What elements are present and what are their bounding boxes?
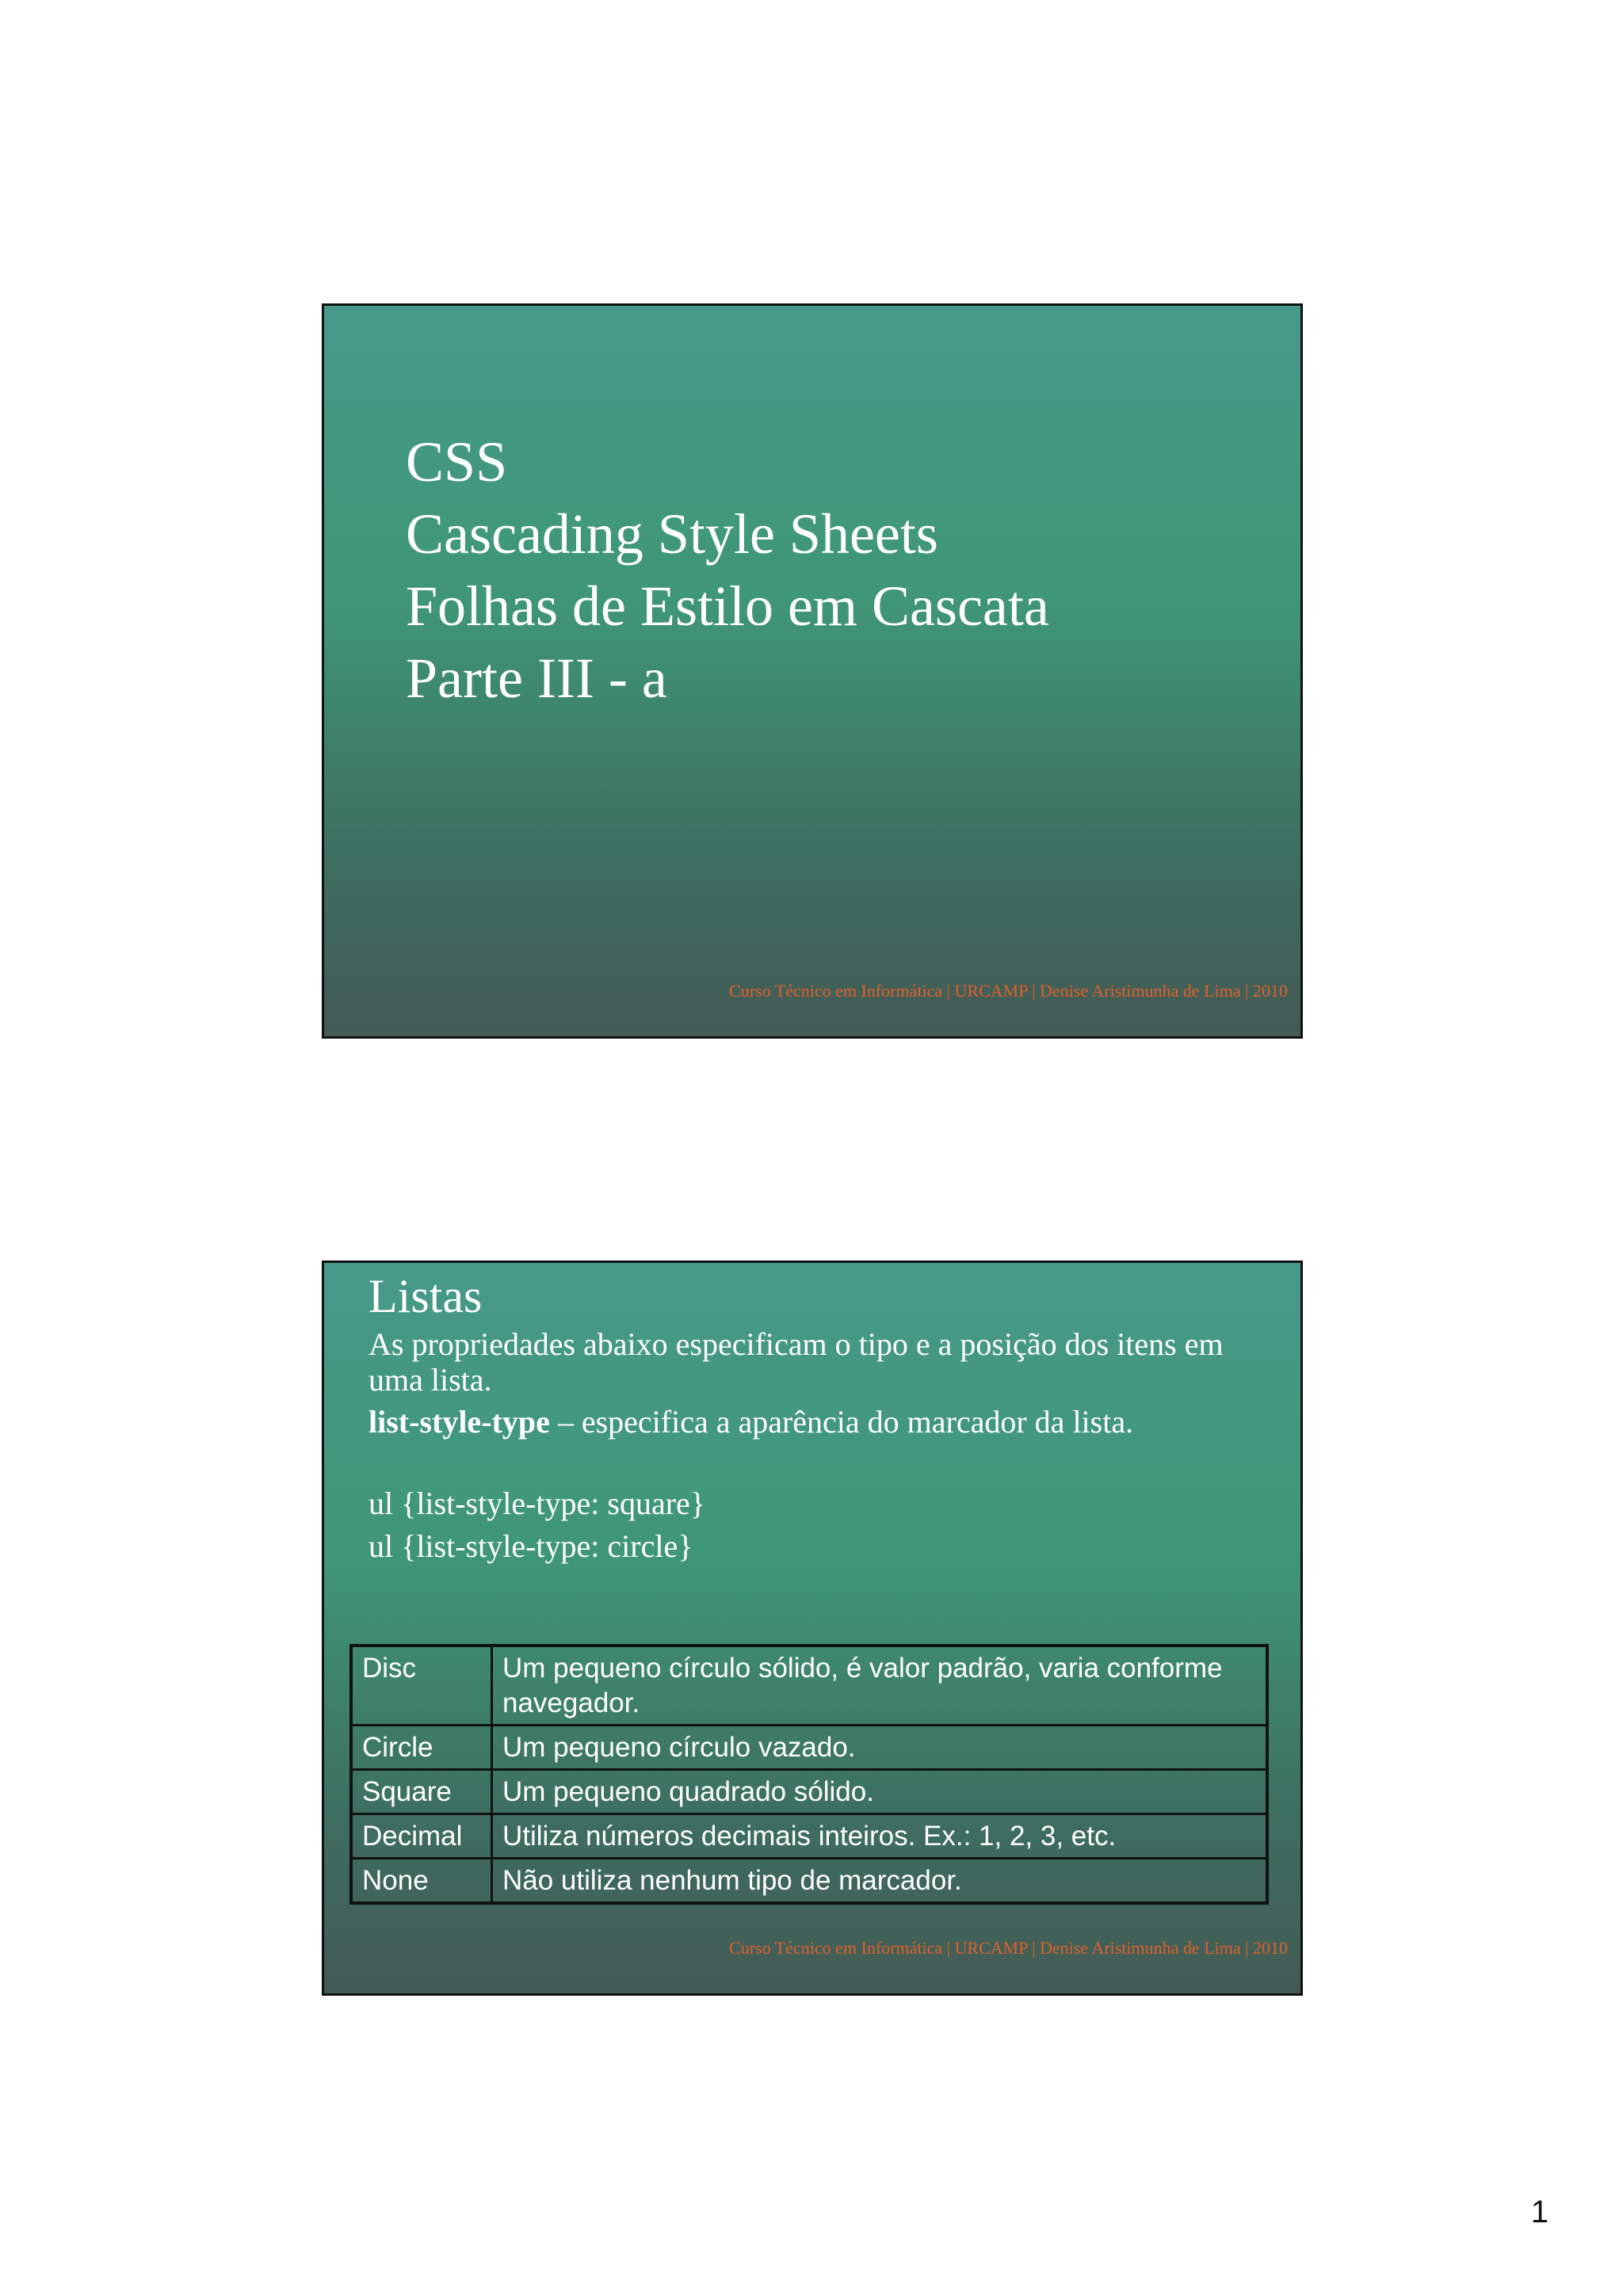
table-row — [351, 1646, 1267, 1726]
marker-name: Circle — [351, 1726, 492, 1770]
marker-name: Disc — [351, 1646, 492, 1726]
marker-description: Um pequeno círculo sólido, é valor padrão, varia conforme navegador. — [492, 1646, 1268, 1726]
table-row — [351, 1726, 1267, 1770]
slide-1 — [322, 303, 1303, 1039]
marker-name: Square — [351, 1770, 492, 1814]
marker-name: None — [351, 1859, 492, 1904]
slide-2 — [322, 1261, 1303, 1996]
table-row — [351, 1859, 1267, 1904]
slide-title — [406, 426, 1049, 715]
title-line: Folhas de Estilo em Cascata — [406, 574, 1049, 638]
term-name: list-style-type — [369, 1404, 550, 1440]
slide-footer: Curso Técnico em Informática | URCAMP | Denise Aristimunha de Lima | 2010 — [729, 981, 1288, 1001]
intro-paragraph: As propriedades abaixo especificam o tipo e a posição dos itens em uma lista. — [369, 1326, 1224, 1398]
marker-description: Um pequeno círculo vazado. — [492, 1726, 1268, 1770]
marker-description: Não utiliza nenhum tipo de marcador. — [492, 1859, 1268, 1904]
table-row — [351, 1770, 1267, 1814]
title-line: CSS — [406, 430, 508, 494]
title-line: Cascading Style Sheets — [406, 502, 938, 566]
slide-footer: Curso Técnico em Informática | URCAMP | Denise Aristimunha de Lima | 2010 — [729, 1938, 1288, 1958]
table-row — [351, 1814, 1267, 1859]
marker-description: Um pequeno quadrado sólido. — [492, 1770, 1268, 1814]
term-description: – especifica a aparência do marcador da lista. — [549, 1404, 1134, 1440]
list-style-table — [349, 1644, 1269, 1905]
code-example — [369, 1482, 1256, 1568]
title-line: Parte III - a — [406, 646, 667, 710]
code-line: ul {list-style-type: circle} — [369, 1528, 693, 1564]
slide-body — [369, 1326, 1256, 1568]
code-line: ul {list-style-type: square} — [369, 1486, 705, 1521]
marker-name: Decimal — [351, 1814, 492, 1859]
term-paragraph — [369, 1404, 1256, 1440]
marker-description: Utiliza números decimais inteiros. Ex.: 1, 2, 3, etc. — [492, 1814, 1268, 1859]
page-number: 1 — [1530, 2195, 1549, 2229]
slide-heading: Listas — [369, 1270, 483, 1322]
